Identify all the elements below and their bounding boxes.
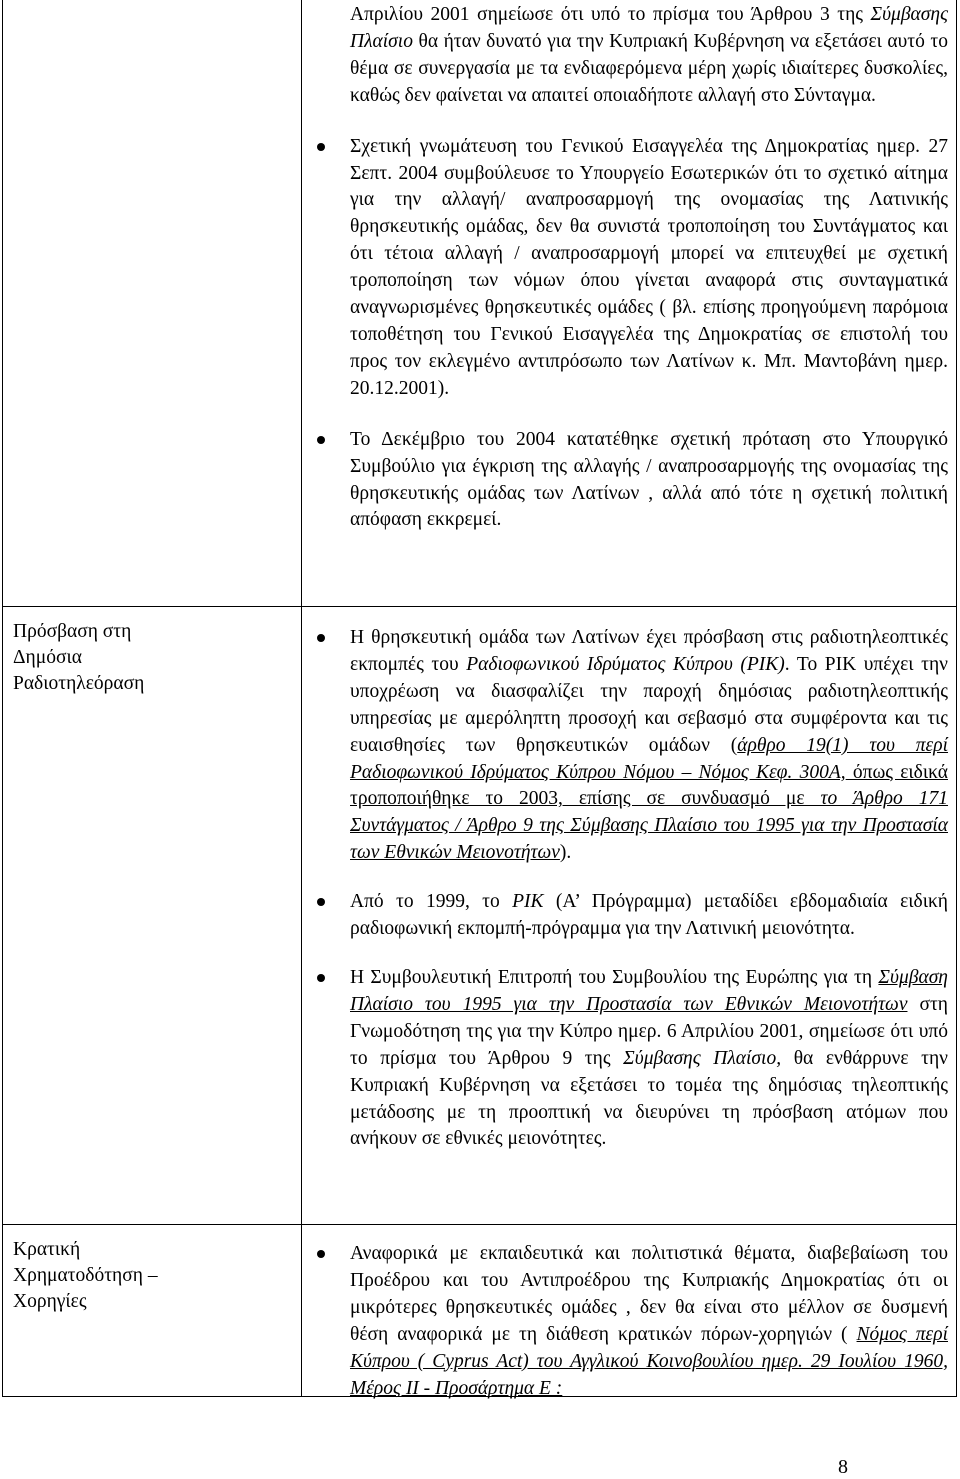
row-label: Πρόσβαση στη Δημόσια Ραδιοτηλεόραση [13,621,145,694]
bullet-icon [317,634,325,642]
bullet-icon [317,974,325,982]
table-row [2,1225,957,1397]
bullet-icon [317,1250,325,1258]
table-row [2,607,957,1225]
row-content-cell [302,607,957,1224]
bullet-icon [317,143,325,151]
row-label: Κρατική Χρηματοδότηση – Χορηγίες [13,1239,158,1312]
list-item: Η θρησκευτική ομάδα των Λατίνων έχει πρόσβαση στις ραδιοτηλεοπτικές εκπομπές του Ραδιοφωνικού Ιδρύματος Κύπρου (ΡΙΚ). Το ΡΙΚ υπέχει την υποχρέωση να διασφαλίζει την παροχή δημόσιας ραδιοτηλεοπτικής υπηρεσίας με αμερόληπτη προσοχή και σεβασμό στα συμφέροντα και τις ευαισθησίες των θρησκευτικών ομάδων (άρθρο 19(1) του περί Ραδιοφωνικού Ιδρύματος Κύπρου Νόμου – Νόμος Κεφ. 300Α, όπως ειδικά τροποποιήθηκε το 2003, επίσης σε συνδυασμό με το Άρθρο 171 Συντάγματος / Άρθρο 9 της Σύμβασης Πλαίσιο του 1995 για την Προστασία των Εθνικών Μειονοτήτων). [350,625,948,867]
list-item: Αναφορικά με εκπαιδευτικά και πολιτιστικά θέματα, διαβεβαίωση του Προέδρου και του Αντιπροέδρου της Κυπριακής Δημοκρατίας ότι οι μικρότερες θρησκευτικές ομάδες , δεν θα είναι στο μέλλον σε δυσμενή θέση αναφορικά με τη διάθεση κρατικών πόρων-χορηγιών ( Νόμος περί Κύπρου ( Cyprus Act) του Αγγλικού Κοινοβουλίου ημερ. 29 Ιουλίου 1960, Μέρος ΙΙ - Προσάρτημα Ε : [350,1241,948,1402]
row-content-cell [302,0,957,606]
row-content-cell [302,1225,957,1399]
document-table [2,0,957,1397]
bullet-icon [317,898,325,906]
list-item: Σχετική γνωμάτευση του Γενικού Εισαγγελέα της Δημοκρατίας ημερ. 27 Σεπτ. 2004 συμβούλευσε το Υπουργείο Εσωτερικών ότι το σχετικό αίτημα για την αλλαγή/ αναπροσαρμογή της ονομασίας της Λατινικής θρησκευτικής ομάδας, δεν θα συνιστά τροποποίηση του Συντάγματος και ότι τέτοια αλλαγή / αναπροσαρμογή μπορεί να επιτευχθεί με σχετική τροποποίηση των νόμων όπου γίνεται αναφορά στις συνταγματικά αναγνωρισμένες θρησκευτικές ομάδες ( βλ. επίσης προηγούμενη παρόμοια τοποθέτηση του Γενικού Εισαγγελέα της Δημοκρατίας σε επιστολή του προς τον εκλεγμένο αντιπρόσωπο των Λατίνων κ. Μπ. Μαντοβάνη ημερ. 20.12.2001). [350,134,948,403]
table-row [2,0,957,607]
row-label-cell [2,0,302,606]
bullet-icon [317,436,325,444]
list-item: Από το 1999, το ΡΙΚ (Α’ Πρόγραμμα) μεταδίδει εβδομαδιαία ειδική ραδιοφωνική εκπομπή-πρόγραμμα για την Λατινική μειονότητα. [350,889,948,943]
intro-paragraph: Απριλίου 2001 σημείωσε ότι υπό το πρίσμα του Άρθρου 3 της Σύμβασης Πλαίσιο θα ήταν δυνατό για την Κυπριακή Κυβέρνηση να εξετάσει αυτό το θέμα σε συνεργασία με τα ενδιαφερόμενα μέρη χωρίς ιδιαίτερες δυσκολίες, καθώς δεν φαίνεται να απαιτεί οποιαδήποτε αλλαγή στο Σύνταγμα. [350,4,948,106]
row-label-cell [2,607,302,1224]
row-label-cell [2,1225,302,1396]
page-number: 8 [838,1456,848,1478]
list-item: Η Συμβουλευτική Επιτροπή του Συμβουλίου της Ευρώπης για τη Σύμβαση Πλαίσιο του 1995 για την Προστασία των Εθνικών Μειονοτήτων στη Γνωμοδότηση της για την Κύπρο ημερ. 6 Απριλίου 2001, σημείωσε ότι υπό το πρίσμα του Άρθρου 9 της Σύμβασης Πλαίσιο, θα ενθάρρυνε την Κυπριακή Κυβέρνηση να εξετάσει το τομέα της δημόσιας τηλεοπτικής μετάδοσης με τη προοπτική να διευρύνει τη πρόσβαση ατόμων που ανήκουν σε εθνικές μειονότητες. [350,965,948,1153]
list-item: Το Δεκέμβριο του 2004 κατατέθηκε σχετική πρόταση στο Υπουργικό Συμβούλιο για έγκριση της αλλαγής / αναπροσαρμογής της ονομασίας της θρησκευτικής ομάδας των Λατίνων , αλλά από τότε η σχετική πολιτική απόφαση εκκρεμεί. [350,427,948,535]
